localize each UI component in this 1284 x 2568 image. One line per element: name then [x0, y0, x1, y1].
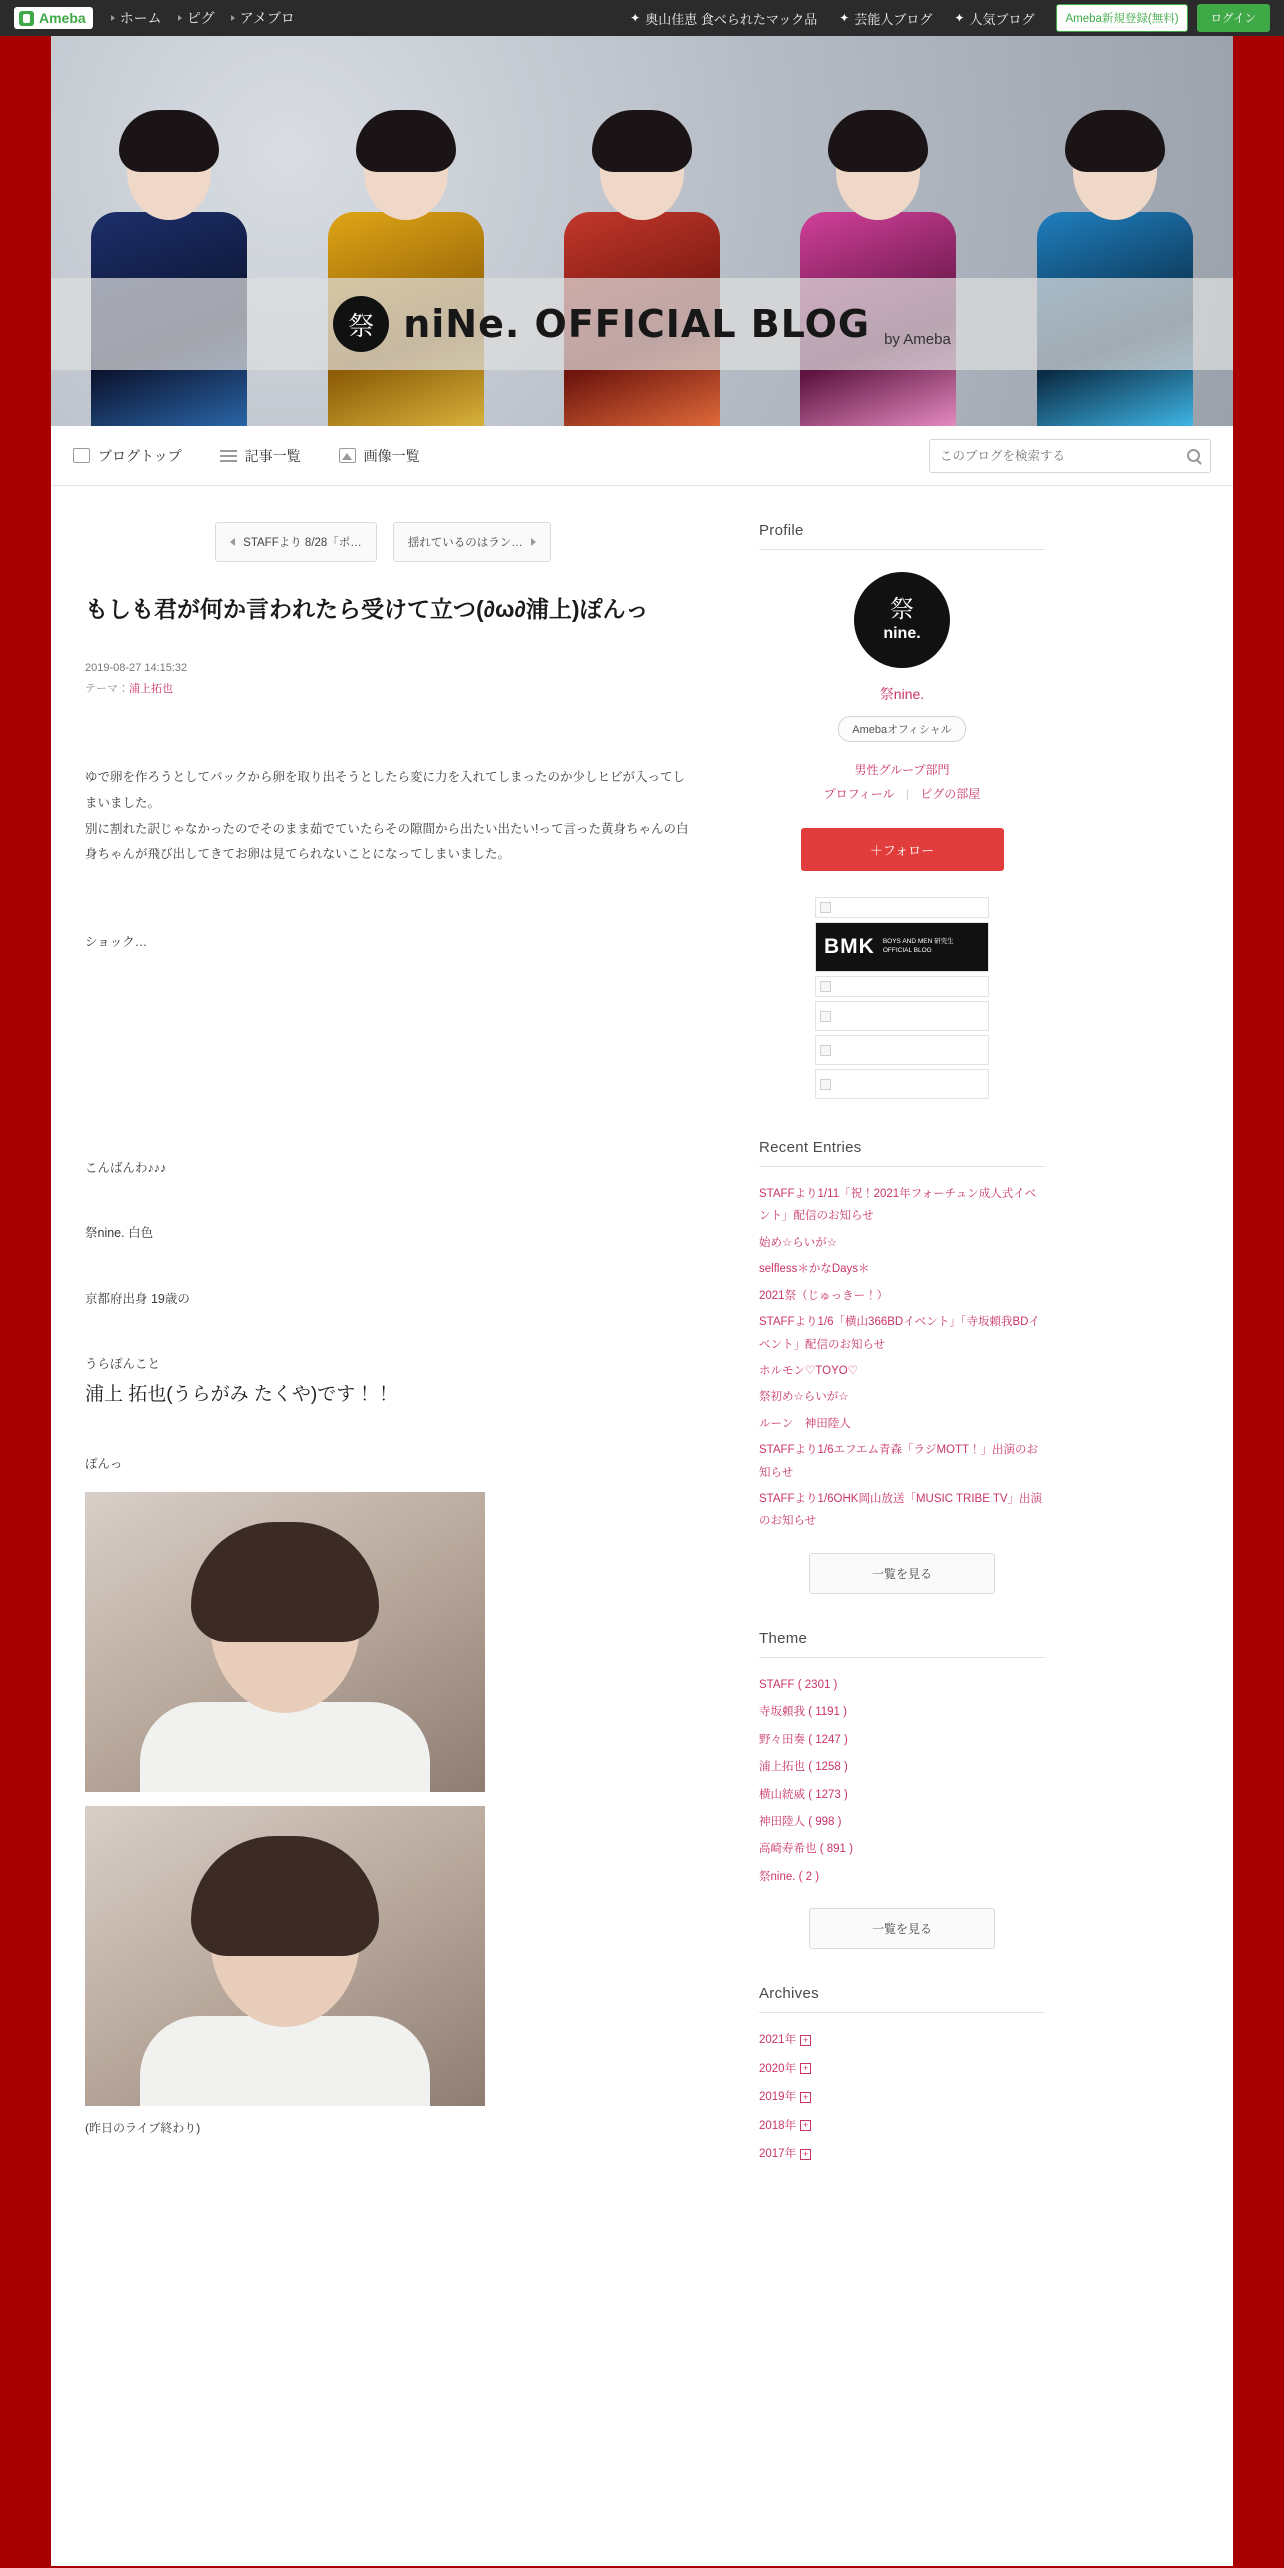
- list-item: [759, 1183, 1045, 1228]
- theme-link[interactable]: 神田陸人 ( 998 ): [759, 1816, 842, 1829]
- ad-placeholder-2[interactable]: [815, 976, 989, 997]
- blog-nav-articles[interactable]: [220, 446, 301, 466]
- article-list-icon: [220, 448, 237, 463]
- global-nav-home-label: ホーム: [119, 10, 162, 26]
- expand-icon[interactable]: +: [800, 2035, 811, 2046]
- entry-pon-line: ぽんっ: [85, 1457, 123, 1472]
- global-nav-home[interactable]: [111, 8, 162, 28]
- theme-link[interactable]: 寺坂頼我 ( 1191 ): [759, 1706, 847, 1719]
- list-item: [759, 1232, 1045, 1254]
- list-item: [759, 1311, 1045, 1356]
- entry-paragraph-2: 別に割れた訳じゃなかったのでそのまま茹でていたらその隙間から出たい出たい!って言った黄身ちゃんの白身ちゃんが飛び出してきてお卵は見てられないことになってしまいました。: [85, 821, 689, 862]
- list-item: [759, 1674, 1045, 1696]
- theme-list: [759, 1674, 1045, 1888]
- global-nav-pigg[interactable]: [178, 8, 215, 28]
- entry-meta: [85, 658, 693, 700]
- entry-greeting: こんばんわ♪♪♪: [85, 1160, 167, 1175]
- recent-entry-link[interactable]: 始め☆らいが☆: [759, 1236, 838, 1249]
- entry-photo-1[interactable]: [85, 1492, 485, 1792]
- prev-entry-label: STAFFより 8/28「ポ…: [243, 537, 362, 549]
- cover-member-1: [79, 96, 259, 426]
- sidebar-profile-heading: Profile: [759, 522, 1045, 550]
- recent-entry-link[interactable]: selfless＊かなDays＊: [759, 1263, 870, 1276]
- global-nav-pigg-label: ピグ: [186, 10, 215, 26]
- list-item: [759, 1811, 1045, 1833]
- profile-logo-name: nine.: [883, 624, 921, 642]
- entry-origin-line: 京都府出身 19歳の: [85, 1291, 190, 1306]
- entry-paragraph-1: ゆで卵を作ろうとしてパックから卵を取り出そうとしたら変に力を入れてしまったのか少しヒビが入ってしまいました。: [85, 770, 686, 811]
- archive-link[interactable]: 2021年: [759, 2034, 797, 2047]
- promo-link-2[interactable]: [839, 9, 932, 28]
- entry-theme-label: テーマ：: [85, 682, 129, 695]
- prev-entry-link[interactable]: [215, 522, 377, 562]
- list-item: [759, 1386, 1045, 1408]
- theme-link[interactable]: 横山統威 ( 1273 ): [759, 1788, 848, 1801]
- ad-banner-bmk[interactable]: [815, 922, 989, 972]
- entry-theme-link[interactable]: 浦上拓也: [129, 682, 173, 695]
- blog-nav-top-label: ブログトップ: [98, 447, 182, 464]
- entry-body: [85, 765, 693, 2140]
- entry-photo-caption: (昨日のライブ終わり): [85, 2120, 201, 2135]
- image-placeholder-icon: [820, 902, 831, 913]
- entry-photo-2[interactable]: [85, 1806, 485, 2106]
- ad-banner-title: BMK: [824, 935, 875, 958]
- sidebar-archives-heading: Archives: [759, 1985, 1045, 2013]
- list-item: [759, 2143, 1045, 2165]
- entry-nickname-line: うらぽんこと: [85, 1357, 161, 1372]
- entry-group-line: 祭nine. 白色: [85, 1226, 154, 1241]
- global-header: [0, 0, 1284, 36]
- theme-see-all-button[interactable]: 一覧を見る: [809, 1908, 995, 1949]
- theme-link[interactable]: 高崎寿希也 ( 891 ): [759, 1843, 853, 1856]
- sidebar-ads: [815, 897, 989, 1099]
- search-input[interactable]: [940, 449, 1187, 463]
- cover-title-band: [51, 278, 1233, 370]
- search-icon[interactable]: [1187, 449, 1200, 462]
- next-entry-link[interactable]: [393, 522, 551, 562]
- list-item: [759, 1488, 1045, 1533]
- ad-placeholder-3[interactable]: [815, 1001, 989, 1031]
- list-item: [759, 1729, 1045, 1751]
- promo-link-3[interactable]: [954, 9, 1034, 28]
- chevron-right-icon: [111, 15, 115, 21]
- list-item: [759, 1784, 1045, 1806]
- profile-links: [759, 758, 1045, 806]
- promo-link-1[interactable]: [630, 9, 817, 28]
- theme-link[interactable]: 野々田奏 ( 1247 ): [759, 1733, 848, 1746]
- blog-nav-top[interactable]: [73, 446, 182, 466]
- page-title: もしも君が何か言われたら受けて立つ(∂ω∂浦上)ぽんっ: [85, 596, 649, 622]
- chevron-right-icon: [531, 538, 536, 546]
- promo-link-2-label: 芸能人ブログ: [854, 11, 933, 27]
- list-item: [759, 1756, 1045, 1778]
- blog-top-icon: [73, 448, 90, 463]
- ad-placeholder-5[interactable]: [815, 1069, 989, 1099]
- global-header-actions: [1056, 4, 1270, 32]
- sidebar: [759, 522, 1045, 2171]
- archive-link[interactable]: 2017年: [759, 2147, 797, 2160]
- recent-entry-link[interactable]: ルーン 神田陸人: [759, 1417, 851, 1430]
- star-icon: ✦: [630, 11, 641, 25]
- blog-nav-images[interactable]: [339, 446, 420, 466]
- recent-entry-link[interactable]: STAFFより1/11「祝！2021年フォーチュン成人式イベント」配信のお知らせ: [759, 1188, 1037, 1223]
- status-badge: Amebaオフィシャル: [838, 716, 966, 742]
- image-placeholder-icon: [820, 1011, 831, 1022]
- recent-entry-link[interactable]: STAFFより1/6エフエム青森「ラジMOTT！」出演のお知らせ: [759, 1444, 1039, 1479]
- chevron-right-icon: [178, 15, 182, 21]
- entry-shock-line: ショック…: [85, 934, 148, 949]
- blog-cover-image: [51, 36, 1233, 426]
- ad-placeholder-1[interactable]: [815, 897, 989, 918]
- profile-logo-kanji: 祭: [890, 595, 914, 623]
- cover-by-label: by Ameba: [884, 331, 951, 348]
- login-button[interactable]: ログイン: [1197, 4, 1270, 32]
- archives-list: [759, 2029, 1045, 2165]
- blog-nav-images-label: 画像一覧: [363, 447, 420, 464]
- cover-member-2: [316, 96, 496, 426]
- archive-link[interactable]: 2018年: [759, 2119, 797, 2132]
- ad-banner-sub: BOYS AND MEN 研究生 OFFICIAL BLOG: [882, 938, 954, 954]
- theme-link[interactable]: 浦上拓也 ( 1258 ): [759, 1761, 848, 1774]
- expand-icon[interactable]: +: [800, 2063, 811, 2074]
- list-item: [759, 1838, 1045, 1860]
- archive-link[interactable]: 2020年: [759, 2062, 797, 2075]
- chevron-left-icon: [230, 538, 235, 546]
- global-nav-ameblo-label: アメブロ: [239, 10, 295, 26]
- entry-pager: [73, 522, 693, 562]
- theme-link[interactable]: STAFF ( 2301 ): [759, 1678, 838, 1691]
- star-icon: ✦: [839, 11, 850, 25]
- blog-logo-icon: 祭: [333, 296, 389, 352]
- blog-nav: [51, 426, 1233, 486]
- content-columns: [51, 486, 1233, 2171]
- recent-entries-list: [759, 1183, 1045, 1533]
- entry-date: 2019-08-27 14:15:32: [85, 661, 188, 674]
- list-item: [759, 1439, 1045, 1484]
- profile-link-profile[interactable]: プロフィール: [823, 787, 895, 801]
- cover-member-4: [788, 96, 968, 426]
- image-placeholder-icon: [820, 1079, 831, 1090]
- main-column: [73, 522, 693, 2171]
- star-icon: ✦: [954, 11, 965, 25]
- cover-member-5: [1025, 96, 1205, 426]
- profile-name[interactable]: 祭nine.: [879, 686, 925, 702]
- global-header-promos: [630, 9, 1034, 28]
- list-item: [759, 2086, 1045, 2108]
- list-item: [759, 1360, 1045, 1382]
- recent-entry-link[interactable]: ホルモン♡TOYO♡: [759, 1364, 858, 1377]
- expand-icon[interactable]: +: [800, 2149, 811, 2160]
- promo-link-1-label: 奥山佳恵 食べられたマック品: [645, 11, 818, 27]
- list-item: [759, 2058, 1045, 2080]
- blog-nav-articles-label: 記事一覧: [244, 447, 301, 464]
- archive-link[interactable]: 2019年: [759, 2091, 797, 2104]
- profile-category-link[interactable]: 男性グループ部門: [854, 763, 950, 777]
- cover-member-3: [552, 96, 732, 426]
- profile-link-pigg[interactable]: ピグの部屋: [920, 787, 981, 801]
- global-nav-ameblo[interactable]: [231, 8, 295, 28]
- global-nav: [111, 8, 295, 28]
- list-item: [759, 1866, 1045, 1888]
- register-button[interactable]: Ameba新規登録(無料): [1056, 4, 1187, 32]
- image-list-icon: [339, 448, 356, 463]
- ad-placeholder-4[interactable]: [815, 1035, 989, 1065]
- promo-link-3-label: 人気ブログ: [969, 11, 1035, 27]
- blog-search[interactable]: [929, 439, 1211, 473]
- list-item: [759, 2115, 1045, 2137]
- sidebar-theme-heading: Theme: [759, 1630, 1045, 1658]
- list-item: [759, 1701, 1045, 1723]
- follow-button[interactable]: ＋フォロー: [801, 828, 1004, 871]
- ameba-logo-text: Ameba: [39, 10, 86, 26]
- ameba-logo[interactable]: [14, 7, 93, 29]
- recent-entry-link[interactable]: 2021祭（じゅっきー！）: [759, 1289, 889, 1302]
- image-placeholder-icon: [820, 1045, 831, 1056]
- image-placeholder-icon: [820, 981, 831, 992]
- list-item: [759, 2029, 1045, 2051]
- next-entry-label: 揺れているのはラン…: [407, 537, 523, 549]
- cover-title: niNe. OFFICIAL BLOG: [403, 302, 871, 346]
- list-item: [759, 1413, 1045, 1435]
- recent-entry-link[interactable]: STAFFより1/6「横山366BDイベント」「寺坂頼我BDイベント」配信のお知らせ: [759, 1316, 1040, 1351]
- expand-icon[interactable]: +: [800, 2120, 811, 2131]
- ameba-mark-icon: [19, 11, 34, 26]
- expand-icon[interactable]: +: [800, 2092, 811, 2103]
- chevron-right-icon: [231, 15, 235, 21]
- list-item: [759, 1258, 1045, 1280]
- entry-name-line: 浦上 拓也(うらがみ たくや)です！！: [85, 1384, 394, 1406]
- recent-entry-link[interactable]: 祭初め☆らいが☆: [759, 1391, 849, 1404]
- list-item: [759, 1285, 1045, 1307]
- recent-see-all-button[interactable]: 一覧を見る: [809, 1553, 995, 1594]
- recent-entry-link[interactable]: STAFFより1/6OHK岡山放送「MUSIC TRIBE TV」出演のお知らせ: [759, 1493, 1043, 1528]
- profile-logo-icon: [854, 572, 950, 668]
- theme-link[interactable]: 祭nine. ( 2 ): [759, 1870, 820, 1883]
- sidebar-recent-heading: Recent Entries: [759, 1139, 1045, 1167]
- link-separator: |: [905, 787, 909, 801]
- blog-page: [51, 36, 1233, 2566]
